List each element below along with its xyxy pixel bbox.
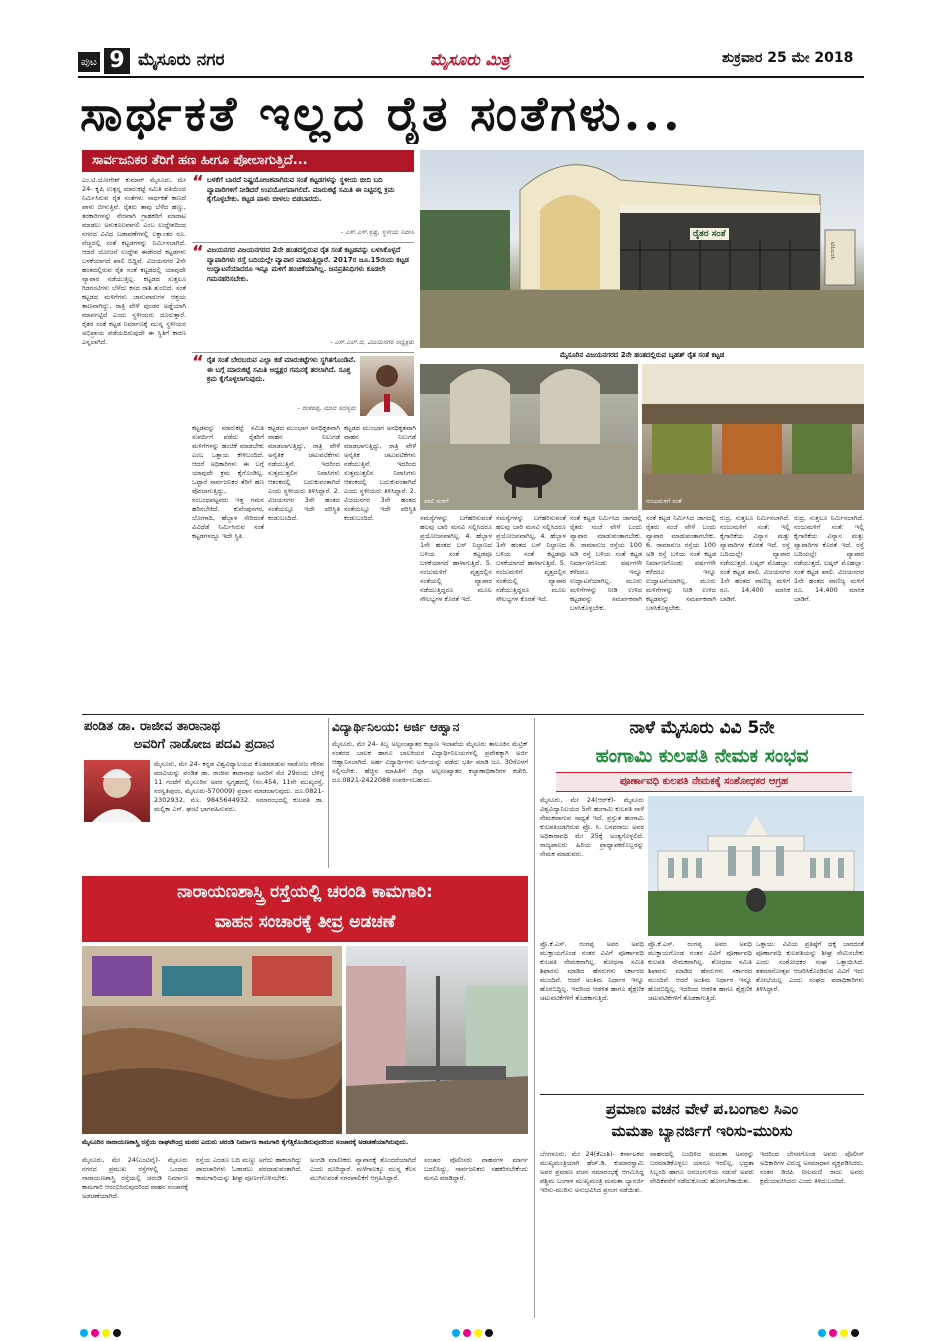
lead-body-column-3: ಕಟ್ಟಡದ ಮುಂಭಾಗ ಅನಧಿಕೃತವಾಗಿ ವಾಹನ ನಿಲುಗಡೆ ಮಾಡಲಾಗುತ್ತಿದ್ದು, ರಾತ್ರಿ ವೇಳೆ ಅನೈತಿಕ ಚಟುವಟಿಕೆಗಳು ನಡೆಯುತ್ತಿವೆ. ಇದರಿಂದ ಸುತ್ತಮುತ್ತಲಿನ ನಿವಾಸಿಗಳು ಆತಂಕದಲ್ಲಿ ಬದುಕುವಂತಾಗಿದೆ ಎಂದು ಸ್ಥಳೀಯರು ತಿಳಿಸಿದ್ದಾರೆ. 2. ವಿಜಯನಗರ 3ನೇ ಹಂತದ ಸಂತೆಯಲ್ಲೂ ಇದೇ ಪರಿಸ್ಥಿತಿ ಕಂಡುಬಂದಿದೆ. xyxy=(268,424,340,522)
mamata-body-1: ಬೆಂಗಳೂರು, ಮೇ 24(ಕೆಎಂಶಿ)- ಕರ್ನಾಟಕದ ಮುಖ್ಯಮಂತ್ರಿಯಾಗಿ ಹೆಚ್.ಡಿ. ಕುಮಾರಸ್ವಾಮಿ ಅವರ ಪ್ರಮಾಣ ವಚನ ಸಮಾರಂಭಕ್ಕೆ ಆಗಮಿಸಿದ್ದ ಪಶ್ಚಿಮ ಬಂಗಾಳ ಮುಖ್ಯಮಂತ್ರಿ ಮಮತಾ ಬ್ಯಾನರ್ಜಿ ಇರಿಸು-ಮುರಿಸು ಅನುಭವಿಸಿದ ಪ್ರಸಂಗ ನಡೆಯಿತು. xyxy=(540,1150,644,1194)
newspaper-logo: ಮೈಸೂರು ಮಿತ್ರ xyxy=(430,50,510,69)
quote-byline: - ಶಂಕರಪ್ಪ, ಮಾಜಿ ಸದಸ್ಯರು xyxy=(297,404,356,412)
mamata-body-3: ಇದರಿಂದ ಬೇಸರಗೊಂಡ ಅವರು ಪೊಲೀಸ್ ಅಧಿಕಾರಿಗಳ ವಿರುದ್ಧ ಅಸಮಾಧಾನ ವ್ಯಕ್ತಪಡಿಸಿದರು. ನಂತರ ಡಿಜಿಪಿ ನೀಲಮಣಿ ರಾಜು ಅವರು ಕ್ಷಮೆಯಾಚಿಸಿದರು ಎಂದು ತಿಳಿದುಬಂದಿದೆ. xyxy=(760,1150,864,1185)
empty-stall-illustration xyxy=(420,364,638,510)
lead-headline: ಸಾರ್ಥಕತೆ ಇಲ್ಲದ ರೈತ ಸಂತೆಗಳು... xyxy=(80,86,683,142)
black-dot-icon xyxy=(485,1329,493,1337)
mamata-headline-line-1: ಪ್ರಮಾಣ ವಚನ ವೇಳೆ ಪ.ಬಂಗಾಲ ಸಿಎಂ xyxy=(605,1100,799,1118)
quote-box-1 xyxy=(192,172,414,243)
street-work-illustration xyxy=(346,946,528,1134)
road-headline-line-2: ವಾಹನ ಸಂಚಾರಕ್ಕೆ ತೀವ್ರ ಅಡಚಣೆ xyxy=(214,912,396,932)
mamata-headline-line-2: ಮಮತಾ ಬ್ಯಾನರ್ಜಿಗೆ ಇರಿಸು-ಮುರಿಸು xyxy=(611,1122,793,1140)
cyan-dot-icon xyxy=(80,1329,88,1337)
magenta-dot-icon xyxy=(463,1329,471,1337)
section-divider xyxy=(540,1094,864,1095)
quote-text: ಬಳಕೆಗೆ ಬಾರದೆ ನಿಷ್ಪ್ರಯೋಜಕವಾಗಿರುವ ಸಂತೆ ಕಟ್ಟಡಗಳನ್ನು ಸ್ಥಳೀಯ ಬೀದಿ ಬದಿ ವ್ಯಾಪಾರಿಗಳಿಗೆ ನೀಡಿದರೆ ಉಪಯೋಗವಾಗಲಿದೆ. ಮಾರುಕಟ್ಟೆ ಸಮಿತಿ ಈ ನಿಟ್ಟಿನಲ್ಲಿ ಕ್ರಮ ಕೈಗೊಳ್ಳಬೇಕು. ಕಟ್ಟಡ ಪಾಳು ಬೀಳಲು ಬಿಡಬಾರದು. xyxy=(206,176,395,203)
black-dot-icon xyxy=(113,1329,121,1337)
lead-main-photo-caption: ಮೈಸೂರಿನ ವಿಜಯನಗರದ 2ನೇ ಹಂತದಲ್ಲಿರುವ ಬೃಹತ್ ರೈತ ಸಂತೆ ಕಟ್ಟಡ xyxy=(559,351,725,359)
lead-main-photo xyxy=(420,150,864,348)
cyan-dot-icon xyxy=(452,1329,460,1337)
lead-body-column-6b: ರುದ್ರ, ಸುತ್ತಲೂ ನಿರ್ಮಿಸಲಾಗಿದೆ. ನಂಜುಮಳಿಗೆ ಸಂತೆ: ಇಲ್ಲಿ ಕೈಗಾರಿಕೆಯ ವಿನ್ಯಾಸ ಮತ್ತು ವ್ಯಾಪಾರಿಗಳ ಕೊರತೆ ಇದೆ. ರಸ್ತೆ ಬದಿಯಲ್ಲೇ ವ್ಯಾಪಾರ ನಡೆಯುತ್ತದೆ. ಲಷ್ಕರ್ ಮೊಹಲ್ಲಾ: ಸಂತೆ ಕಟ್ಟಡ ಖಾಲಿ. ವಿಜಯನಗರ 1ನೇ ಹಂತದ ವಾಣಿಜ್ಯ ಮಳಿಗೆ ರೂ. 14,400 ಮಾಸಿಕ ಬಾಡಿಗೆ. xyxy=(794,514,864,603)
vc-body-mid: ಪ್ರೊ.ಕೆ.ಎಸ್. ರಂಗಪ್ಪ ಅವರ ಅವಧಿ ಮುಕ್ತಾಯಗೊಂಡ ನಂತರ ವಿವಿಗೆ ಪೂರ್ಣಾವಧಿ ಕುಲಪತಿ ನೇಮಕವಾಗಿಲ್ಲ. ಶೋಧನಾ ಸಮಿತಿ ಶಿಫಾರಸು ಮಾಡಿದ ಹೆಸರುಗಳು ಸರ್ಕಾರದ ಮುಂದಿವೆ. ಆದರೆ ಅಂತಿಮ ನಿರ್ಧಾರ ಇನ್ನೂ ಹೊರಬಿದ್ದಿಲ್ಲ. ಇದರಿಂದ ಆಡಳಿತ ಹಾಗೂ ಶೈಕ್ಷಣಿಕ ಚಟುವಟಿಕೆಗಳಿಗೆ ತೊಡಕಾಗುತ್ತಿದೆ. xyxy=(648,940,752,1002)
yellow-dot-icon xyxy=(102,1329,110,1337)
road-body-3: ಅಂಗಡಿ ಮಾಲೀಕರು ವ್ಯಾಪಾರಕ್ಕೆ ತೊಂದರೆಯಾಗಿದೆ ಎಂದು ದೂರಿದ್ದಾರೆ. ಮಳೆಗಾಲಕ್ಕೂ ಮುನ್ನ ಕೆಲಸ ಮುಗಿಸುವಂತೆ ನಗರಪಾಲಿಕೆಗೆ ಆಗ್ರಹಿಸಿದ್ದಾರೆ. xyxy=(310,1156,416,1182)
road-body-4: ಸಂಚಾರ ಪೊಲೀಸರು ವಾಹನಗಳ ಮಾರ್ಗ ಬದಲಿಸಿದ್ದು, ಸಾರ್ವಜನಿಕರು ಸಹಕರಿಸಬೇಕೆಂದು ಮನವಿ ಮಾಡಿದ್ದಾರೆ. xyxy=(424,1156,528,1182)
crawford-hall-illustration xyxy=(648,796,864,936)
cyan-dot-icon xyxy=(818,1329,826,1337)
road-digging-illustration xyxy=(82,946,342,1134)
lead-body-column-1: ಎಂ.ಟಿ.ಯೋಗೇಶ್ ಕುಮಾರ್ ಮೈಸೂರು, ಮೇ 24- ಕೃಷಿ ಉತ್ಪನ್ನ ಮಾರುಕಟ್ಟೆ ಸಮಿತಿ ವತಿಯಿಂದ ನಿರ್ಮಿಸಿರುವ ರೈತ ಸಂತೆಗಳು ಸಾರ್ಥಕತೆ ಕಾಣದೆ ಪಾಳು ಬೀಳುತ್ತಿವೆ. ರೈತರು ತಾವು ಬೆಳೆದ ಹಣ್ಣು, ತರಕಾರಿಗಳನ್ನು ನೇರವಾಗಿ ಗ್ರಾಹಕರಿಗೆ ಮಾರಾಟ ಮಾಡಲು ಅನುಕೂಲವಾಗಲಿ ಎಂಬ ಉದ್ದೇಶದಿಂದ ನಗರದ ವಿವಿಧ ಬಡಾವಣೆಗಳಲ್ಲಿ ಲಕ್ಷಾಂತರ ರೂ. ವೆಚ್ಚದಲ್ಲಿ ಸಂತೆ ಕಟ್ಟಡಗಳನ್ನು ನಿರ್ಮಿಸಲಾಗಿದೆ. ಆದರೆ ಯೋಜನೆ ಉದ್ದೇಶ ಈಡೇರದೆ ಕಟ್ಟಡಗಳು ಬಳಕೆಯಾಗದೆ ಖಾಲಿ ಬಿದ್ದಿವೆ. ವಿಜಯನಗರ 2ನೇ ಹಂತದಲ್ಲಿರುವ ರೈತ ಸಂತೆ ಕಟ್ಟಡದಲ್ಲಿ ಯಾವುದೇ ವ್ಯಾಪಾರ ನಡೆಯುತ್ತಿಲ್ಲ. ಕಟ್ಟಡದ ಸುತ್ತಲೂ ಗಿಡಗಂಟಿಗಳು ಬೆಳೆದು ಕಸದ ರಾಶಿ ತುಂಬಿದೆ. ಸಂತೆ ಕಟ್ಟಡದ ಮಳಿಗೆಗಳು ಜಾನುವಾರುಗಳ ಆಶ್ರಯ ತಾಣವಾಗಿದ್ದು, ರಾತ್ರಿ ವೇಳೆ ಪುಂಡರ ಅಡ್ಡೆಯಾಗಿ ಮಾರ್ಪಟ್ಟಿದೆ ಎಂದು ಸ್ಥಳೀಯರು ದೂರುತ್ತಾರೆ. ರೈತರ ಸಂತೆ ಕಟ್ಟಡ ನಿರ್ಮಾಣಕ್ಕೆ ಮುನ್ನ ಸ್ಥಳೀಯರ ಅಭಿಪ್ರಾಯ ಪಡೆಯದಿರುವುದೇ ಈ ಸ್ಥಿತಿಗೆ ಕಾರಣ ಎನ್ನಲಾಗಿದೆ. xyxy=(82,176,186,346)
market-sign: ರೈತರ ಸಂತೆ xyxy=(690,228,729,240)
road-body-1: ಮೈಸೂರು, ಮೇ 24(ಎಂಟಿವೈ)- ಮೈಸೂರು ನಗರದ ಪ್ರಮುಖ ರಸ್ತೆಗಳಲ್ಲಿ ಒಂದಾದ ನಾರಾಯಣಶಾಸ್ತ್ರಿ ರಸ್ತೆಯಲ್ಲಿ ಚರಂಡಿ ನಿರ್ಮಾಣ ಕಾಮಗಾರಿ ಆರಂಭಿಸಿರುವುದರಿಂದ ವಾಹನ ಸಂಚಾರಕ್ಕೆ ಅಡಚಣೆಯಾಗಿದೆ. xyxy=(82,1156,188,1200)
avatar-icon xyxy=(360,356,414,416)
vc-subhead-bar xyxy=(556,772,852,792)
column-divider xyxy=(328,718,329,868)
lead-body-column-5: ಸಂತೆ ಕಟ್ಟಡ ನಿರ್ಮಿಸಿದ ಜಾಗದಲ್ಲಿ ರೈತರು ಸಂಜೆ ವೇಳೆ ಬಂದು ವ್ಯಾಪಾರ ಮಾಡುವಂತಾಗಬೇಕು. 6. ರಾಮಾನುಜ ರಸ್ತೆಯ 100 ಅಡಿ ರಸ್ತೆ ಬಳಿಯ ಸಂತೆ ಕಟ್ಟಡ ನಿರ್ಮಾಣಗೊಂಡು ವರ್ಷಗಳೇ ಕಳೆದರೂ ಇನ್ನೂ ಉದ್ಘಾಟನೆಯಾಗಿಲ್ಲ. ಮೂರು ಮಳಿಗೆಗಳನ್ನು ನೀಡಿ ಉಳಿದ ಕಟ್ಟಡವನ್ನು ಸಮರ್ಪಕವಾಗಿ ಬಳಸಿಕೊಳ್ಳಬೇಕು. xyxy=(570,514,642,612)
registration-marks-center xyxy=(452,1322,496,1341)
hostel-body: ಮೈಸೂರು, ಮೇ 24- ತಿಬ್ಬ ಅಲ್ಪಸಂಖ್ಯಾತರ ಕಲ್ಯಾಣ ಇಲಾಖೆಯ ಮೈಸೂರು ತಾಲೂಕಿನ ಮೆಟ್ರಿಕ್ ನಂತರದ ಬಾಲಕ ಹಾಗೂ ಬಾಲಕಿಯರ ವಿದ್ಯಾರ್ಥಿನಿಲಯಗಳಲ್ಲಿ ಪ್ರವೇಶಕ್ಕಾಗಿ ಅರ್ಜಿ ಆಹ್ವಾನಿಸಲಾಗಿದೆ. ಅರ್ಹ ವಿದ್ಯಾರ್ಥಿಗಳು ಅರ್ಜಿಯನ್ನು ಪಡೆದು ಭರ್ತಿ ಮಾಡಿ ಜೂ. 30ರೊಳಗೆ ಸಲ್ಲಿಸಬೇಕು. ಹೆಚ್ಚಿನ ಮಾಹಿತಿಗೆ ಜಿಲ್ಲಾ ಅಲ್ಪಸಂಖ್ಯಾತರ ಕಲ್ಯಾಣಾಧಿಕಾರಿಗಳ ಕಚೇರಿ, ದೂ.0821-2422088 ಸಂಪರ್ಕಿಸಬಹುದು. xyxy=(332,740,528,784)
lead-body-column-5b: ಸಂತೆ ಕಟ್ಟಡ ನಿರ್ಮಿಸಿದ ಜಾಗದಲ್ಲಿ ರೈತರು ಸಂಜೆ ವೇಳೆ ಬಂದು ವ್ಯಾಪಾರ ಮಾಡುವಂತಾಗಬೇಕು. 6. ರಾಮಾನುಜ ರಸ್ತೆಯ 100 ಅಡಿ ರಸ್ತೆ ಬಳಿಯ ಸಂತೆ ಕಟ್ಟಡ ನಿರ್ಮಾಣಗೊಂಡು ವರ್ಷಗಳೇ ಕಳೆದರೂ ಇನ್ನೂ ಉದ್ಘಾಟನೆಯಾಗಿಲ್ಲ. ಮೂರು ಮಳಿಗೆಗಳನ್ನು ನೀಡಿ ಉಳಿದ ಕಟ್ಟಡವನ್ನು ಸಮರ್ಪಕವಾಗಿ ಬಳಸಿಕೊಳ್ಳಬೇಕು. xyxy=(646,514,716,612)
header-rule xyxy=(78,76,864,78)
rajeev-photo xyxy=(84,760,150,822)
vc-headline-line-1: ನಾಳೆ ಮೈಸೂರು ವಿವಿ 5ನೇ xyxy=(629,718,775,738)
vc-headline-line-2: ಹಂಗಾಮಿ ಕುಲಪತಿ ನೇಮಕ ಸಂಭವ xyxy=(595,745,809,767)
black-dot-icon xyxy=(851,1329,859,1337)
photo-label: ನಂಜುಮಳಿಗೆ ಸಂತೆ xyxy=(646,498,682,505)
photo-label: ಖಾಲಿ ಮಳಿಗೆ xyxy=(424,498,449,505)
rajeev-headline-line-2: ಅವರಿಗೆ ನಾಡೋಜ ಪದವಿ ಪ್ರದಾನ xyxy=(133,737,275,752)
lead-body-column-4b: ಸಮಸ್ಯೆಗಳನ್ನು ಬಗೆಹರಿಸುವಂತೆ ಹಲವು ಬಾರಿ ಮನವಿ ಸಲ್ಲಿಸಿದರೂ ಪ್ರಯೋಜನವಾಗಿಲ್ಲ. 4. ಹೆಬ್ಬಾಳ 1ನೇ ಹಂತದ ಬಸ್ ನಿಲ್ದಾಣದ ಬಳಿಯ ಸಂತೆ ಕಟ್ಟಡವೂ ಬಳಕೆಯಾಗದೆ ಹಾಳಾಗುತ್ತಿದೆ. 5. ನಂಜುಮಳಿಗೆ ವೃತ್ತದಲ್ಲಿನ ಸಂತೆಯಲ್ಲಿ ವ್ಯಾಪಾರ ನಡೆಯುತ್ತಿದ್ದರೂ ಮೂಲ ಸೌಲಭ್ಯಗಳ ಕೊರತೆ ಇದೆ. xyxy=(496,514,566,603)
vc-body-left-cont: ಪ್ರೊ.ಕೆ.ಎಸ್. ರಂಗಪ್ಪ ಅವರ ಅವಧಿ ಮುಕ್ತಾಯಗೊಂಡ ನಂತರ ವಿವಿಗೆ ಪೂರ್ಣಾವಧಿ ಕುಲಪತಿ ನೇಮಕವಾಗಿಲ್ಲ. ಶೋಧನಾ ಸಮಿತಿ ಶಿಫಾರಸು ಮಾಡಿದ ಹೆಸರುಗಳು ಸರ್ಕಾರದ ಮುಂದಿವೆ. ಆದರೆ ಅಂತಿಮ ನಿರ್ಧಾರ ಇನ್ನೂ ಹೊರಬಿದ್ದಿಲ್ಲ. ಇದರಿಂದ ಆಡಳಿತ ಹಾಗೂ ಶೈಕ್ಷಣಿಕ ಚಟುವಟಿಕೆಗಳಿಗೆ ತೊಡಕಾಗುತ್ತಿದೆ. xyxy=(540,940,644,1002)
magenta-dot-icon xyxy=(829,1329,837,1337)
university-photo xyxy=(648,796,864,936)
lead-body-column-4: ಸಮಸ್ಯೆಗಳನ್ನು ಬಗೆಹರಿಸುವಂತೆ ಹಲವು ಬಾರಿ ಮನವಿ ಸಲ್ಲಿಸಿದರೂ ಪ್ರಯೋಜನವಾಗಿಲ್ಲ. 4. ಹೆಬ್ಬಾಳ 1ನೇ ಹಂತದ ಬಸ್ ನಿಲ್ದಾಣದ ಬಳಿಯ ಸಂತೆ ಕಟ್ಟಡವೂ ಬಳಕೆಯಾಗದೆ ಹಾಳಾಗುತ್ತಿದೆ. 5. ನಂಜುಮಳಿಗೆ ವೃತ್ತದಲ್ಲಿನ ಸಂತೆಯಲ್ಲಿ ವ್ಯಾಪಾರ ನಡೆಯುತ್ತಿದ್ದರೂ ಮೂಲ ಸೌಲಭ್ಯಗಳ ಕೊರತೆ ಇದೆ. xyxy=(420,514,492,603)
quote-box-2 xyxy=(192,242,414,353)
column-divider xyxy=(534,718,535,1318)
road-headline-banner xyxy=(82,876,528,942)
quote-text: ವಿಜಯನಗರ ವಿಜಯನಗರದ 2ನೇ ಹಂತದಲ್ಲಿರುವ ರೈತ ಸಂತೆ ಕಟ್ಟಡವನ್ನು ಬಳಸಿಕೊಳ್ಳದೆ ವ್ಯಾಪಾರಿಗಳು ರಸ್ತೆ ಬದಿಯಲ್ಲೇ ವ್ಯಾಪಾರ ಮಾಡುತ್ತಿದ್ದಾರೆ. 2017ರ ಜೂ.15ರಂದು ಕಟ್ಟಡ ಉದ್ಘಾಟನೆಯಾದರೂ ಇನ್ನೂ ಮಳಿಗೆ ಹಂಚಿಕೆಯಾಗಿಲ್ಲ. ಜನಪ್ರತಿನಿಧಿಗಳು ಕೂಡಲೇ ಗಮನಹರಿಸಬೇಕು. xyxy=(206,246,409,283)
person-photo xyxy=(360,356,414,416)
road-photo-1 xyxy=(82,946,342,1134)
road-body-2: ರಸ್ತೆಯ ಎರಡೂ ಬದಿ ಮಣ್ಣು ಅಗೆದು ಹಾಕಲಾಗಿದ್ದು ಪಾದಚಾರಿಗಳು ಓಡಾಡಲು ಪರದಾಡುವಂತಾಗಿದೆ. ಕಾಮಗಾರಿಯನ್ನು ಶೀಘ್ರ ಪೂರ್ಣಗೊಳಿಸಬೇಕು. xyxy=(196,1156,302,1182)
hostel-headline: ವಿದ್ಯಾರ್ಥಿನಿಲಯ: ಅರ್ಜಿ ಆಹ್ವಾನ xyxy=(332,720,460,734)
quote-box-3 xyxy=(192,352,414,420)
section-name: ಮೈಸೂರು ನಗರ xyxy=(138,50,225,70)
vc-body-left: ಮೈಸೂರು, ಮೇ 24(ಆರ್‌ಕೆ)- ಮೈಸೂರು ವಿಶ್ವವಿದ್ಯಾನಿಲಯದ 5ನೇ ಹಂಗಾಮಿ ಕುಲಪತಿ ನಾಳೆ ನೇಮಕವಾಗುವ ಸಾಧ್ಯತೆ ಇದೆ. ಪ್ರಸ್ತುತ ಹಂಗಾಮಿ ಕುಲಪತಿಯಾಗಿರುವ ಪ್ರೊ. ಸಿ. ಬಸವರಾಜು ಅವರ ಅಧಿಕಾರಾವಧಿ ಮೇ 25ಕ್ಕೆ ಅಂತ್ಯಗೊಳ್ಳಲಿದೆ. ರಾಜ್ಯಪಾಲರು ಹಿರಿಯ ಪ್ರಾಧ್ಯಾಪಕರೊಬ್ಬರನ್ನು ನೇಮಕ ಮಾಡುವರು. xyxy=(540,796,644,858)
rajeev-headline-line-1: ಪಂಡಿತ ಡಾ. ರಾಜೀವ ತಾರಾನಾಥ xyxy=(84,719,221,734)
quote-byline: - ಎಸ್.ಎಸ್.ಕೃಷ್ಣ, ಸ್ಥಳೀಯ ನಿವಾಸಿ xyxy=(340,228,414,236)
lead-body-column-6: ರುದ್ರ, ಸುತ್ತಲೂ ನಿರ್ಮಿಸಲಾಗಿದೆ. ನಂಜುಮಳಿಗೆ ಸಂತೆ: ಇಲ್ಲಿ ಕೈಗಾರಿಕೆಯ ವಿನ್ಯಾಸ ಮತ್ತು ವ್ಯಾಪಾರಿಗಳ ಕೊರತೆ ಇದೆ. ರಸ್ತೆ ಬದಿಯಲ್ಲೇ ವ್ಯಾಪಾರ ನಡೆಯುತ್ತದೆ. ಲಷ್ಕರ್ ಮೊಹಲ್ಲಾ: ಸಂತೆ ಕಟ್ಟಡ ಖಾಲಿ. ವಿಜಯನಗರ 1ನೇ ಹಂತದ ವಾಣಿಜ್ಯ ಮಳಿಗೆ ರೂ. 14,400 ಮಾಸಿಕ ಬಾಡಿಗೆ. xyxy=(720,514,790,603)
section-divider xyxy=(82,714,864,715)
portrait-icon xyxy=(84,760,150,822)
page-label: ಪುಟ xyxy=(78,52,100,72)
road-photo-caption: ಮೈಸೂರಿನ ನಾರಾಯಣಶಾಸ್ತ್ರಿ ರಸ್ತೆಯ ರಾಘವೇಂದ್ರ ಮಠದ ಎದುರು ಚರಂಡಿ ನಿರ್ಮಾಣ ಕಾಮಗಾರಿ ಕೈಗೆತ್ತಿಕೊಂಡಿರುವುದರಿಂದ ಸಂಚಾರಕ್ಕೆ ಅಡಚಣೆಯಾಗಿರುವುದು. xyxy=(82,1138,409,1146)
registration-marks-right xyxy=(818,1322,862,1341)
vc-body-right: ಒತ್ತಾಯ: ವಿವಿಯ ಪ್ರತಿಷ್ಠೆಗೆ ಧಕ್ಕೆ ಬಾರದಂತೆ ಪೂರ್ಣಾವಧಿ ಕುಲಪತಿಯನ್ನು ಶೀಘ್ರ ನೇಮಿಸಬೇಕು ಎಂದು ಸಂಶೋಧಕರ ಸಂಘ ಒತ್ತಾಯಿಸಿದೆ. ಶತಮಾನೋತ್ಸವ ಆಚರಿಸಿಕೊಂಡಿರುವ ವಿವಿಗೆ ಇದು ಶೋಭೆಯಲ್ಲ ಎಂದು ಸಂಘದ ಪದಾಧಿಕಾರಿಗಳು ತಿಳಿಸಿದ್ದಾರೆ. xyxy=(756,940,864,993)
rajeev-body: ಮೈಸೂರು, ಮೇ 24- ಕನ್ನಡ ವಿಶ್ವವಿದ್ಯಾಲಯದ ಕೊಡಮಾಡುವ ನಾಡೋಜ ಗೌರವ ಪದವಿಯನ್ನು ಪಂಡಿತ ಡಾ. ರಾಜೀವ ತಾರಾನಾಥ ಅವರಿಗೆ ಮೇ 29ರಂದು ಬೆಳಿಗ್ಗೆ 11 ಗಂಟೆಗೆ ಮೈಸೂರಿನ ಅವರ ಸ್ವಗೃಹದಲ್ಲಿ (ನಂ.454, 11ನೇ ಮುಖ್ಯರಸ್ತೆ, ಸರಸ್ವತಿಪುರಂ, ಮೈಸೂರು-570009) ಪ್ರದಾನ ಮಾಡಲಾಗುವುದು. ದೂ.0821-2302932, ಮೊ. 9845644932. ಸಮಾರಂಭದಲ್ಲಿ ಕುಲಪತಿ ಡಾ. ಮಲ್ಲಿಕಾ ಎಸ್. ಘಂಟಿ ಭಾಗವಹಿಸುವರು. xyxy=(154,760,324,813)
quote-byline: - ಎಸ್.ಎಲ್.ಜಿ, ವಿಜಯನಗರ ಅಧ್ಯಕ್ಷರು xyxy=(330,338,414,346)
market-building-illustration xyxy=(420,150,864,348)
page-number: 9 xyxy=(104,48,130,74)
road-headline-line-1: ನಾರಾಯಣಶಾಸ್ತ್ರಿ ರಸ್ತೆಯಲ್ಲಿ ಚರಂಡಿ ಕಾಮಗಾರಿ: xyxy=(177,882,433,902)
lead-body-column-2: ಕಟ್ಟಡವನ್ನು ಮಾರುಕಟ್ಟೆ ಸಮಿತಿ ಸುಪರ್ದಿಗೆ ಪಡೆದು ರೈತರಿಗೆ ಮಳಿಗೆಗಳನ್ನು ಹಂಚಿಕೆ ಮಾಡಬೇಕು ಎಂಬ ಒತ್ತಾಯ ಕೇಳಿಬಂದಿದೆ. ಆದರೆ ಅಧಿಕಾರಿಗಳು ಈ ಬಗ್ಗೆ ಯಾವುದೇ ಕ್ರಮ ಕೈಗೊಂಡಿಲ್ಲ. ಒಟ್ಟಾರೆ ಸಾರ್ವಜನಿಕರ ತೆರಿಗೆ ಹಣ ಪೋಲಾಗುತ್ತಿದ್ದು, ಸಂಬಂಧಪಟ್ಟವರು ಇತ್ತ ಗಮನ ಹರಿಸಬೇಕಿದೆ. ಕುವೆಂಪುನಗರ, ಬೋಗಾದಿ, ಹೆಬ್ಬಾಳ ಸೇರಿದಂತೆ ವಿವಿಧೆಡೆ ನಿರ್ಮಿಸಿರುವ ಸಂತೆ ಕಟ್ಟಡಗಳದ್ದೂ ಇದೇ ಸ್ಥಿತಿ. xyxy=(192,424,264,540)
stall-photo-empty xyxy=(420,364,638,510)
registration-marks-left xyxy=(80,1322,124,1341)
side-sign: ಟಿಪಿಎಂಸಿ xyxy=(829,242,836,260)
road-photo-2 xyxy=(346,946,528,1134)
quote-mark-icon: “ xyxy=(192,352,204,373)
stall-photo-market xyxy=(642,364,864,510)
lead-strap: ಸಾರ್ವಜನಿಕರ ತೆರಿಗೆ ಹಣ ಹೀಗೂ ಪೋಲಾಗುತ್ತಿದೆ... xyxy=(82,150,414,172)
yellow-dot-icon xyxy=(840,1329,848,1337)
quote-mark-icon: “ xyxy=(192,242,204,263)
magenta-dot-icon xyxy=(91,1329,99,1337)
mamata-body-2: ವಾಹನದಲ್ಲಿ ಬಂದಿಳಿದ ಮಮತಾ ಅವರನ್ನು ಬರಮಾಡಿಕೊಳ್ಳಲು ಯಾರೂ ಇರಲಿಲ್ಲ. ಭದ್ರತಾ ಸಿಬ್ಬಂದಿ ಹಾಗೂ ಜನಜಂಗುಳಿಯ ನಡುವೆ ಅವರು ವೇದಿಕೆವರೆಗೆ ನಡೆದುಕೊಂಡು ಹೋಗಬೇಕಾಯಿತು. xyxy=(650,1150,754,1185)
vegetable-market-illustration xyxy=(642,364,864,510)
issue-date: ಶುಕ್ರವಾರ 25 ಮೇ 2018 xyxy=(722,50,854,66)
lead-body-column-3b: ಕಟ್ಟಡದ ಮುಂಭಾಗ ಅನಧಿಕೃತವಾಗಿ ವಾಹನ ನಿಲುಗಡೆ ಮಾಡಲಾಗುತ್ತಿದ್ದು, ರಾತ್ರಿ ವೇಳೆ ಅನೈತಿಕ ಚಟುವಟಿಕೆಗಳು ನಡೆಯುತ್ತಿವೆ. ಇದರಿಂದ ಸುತ್ತಮುತ್ತಲಿನ ನಿವಾಸಿಗಳು ಆತಂಕದಲ್ಲಿ ಬದುಕುವಂತಾಗಿದೆ ಎಂದು ಸ್ಥಳೀಯರು ತಿಳಿಸಿದ್ದಾರೆ. 2. ವಿಜಯನಗರ 3ನೇ ಹಂತದ ಸಂತೆಯಲ್ಲೂ ಇದೇ ಪರಿಸ್ಥಿತಿ ಕಂಡುಬಂದಿದೆ. xyxy=(344,424,416,522)
quote-mark-icon: “ xyxy=(192,172,204,193)
vc-subhead: ಪೂರ್ಣಾವಧಿ ಕುಲಪತಿ ನೇಮಕಕ್ಕೆ ಸಂಶೋಧಕರ ಆಗ್ರಹ xyxy=(619,776,789,787)
yellow-dot-icon xyxy=(474,1329,482,1337)
quote-text: ರೈತ ಸಂತೆ ಬೇರಬರುವ ಎಲ್ಲಾ ಕಡೆ ಮಾರುಕಟ್ಟೆಗಳು ಸ್ಥಗಿತಗೊಂಡಿವೆ. ಈ ಬಗ್ಗೆ ಮಾರುಕಟ್ಟೆ ಸಮಿತಿ ಅಧ್ಯಕ್ಷರ ಗಮನಕ್ಕೆ ತರಲಾಗಿದೆ. ಸೂಕ್ತ ಕ್ರಮ ಕೈಗೊಳ್ಳಲಾಗುವುದು. xyxy=(206,356,356,383)
